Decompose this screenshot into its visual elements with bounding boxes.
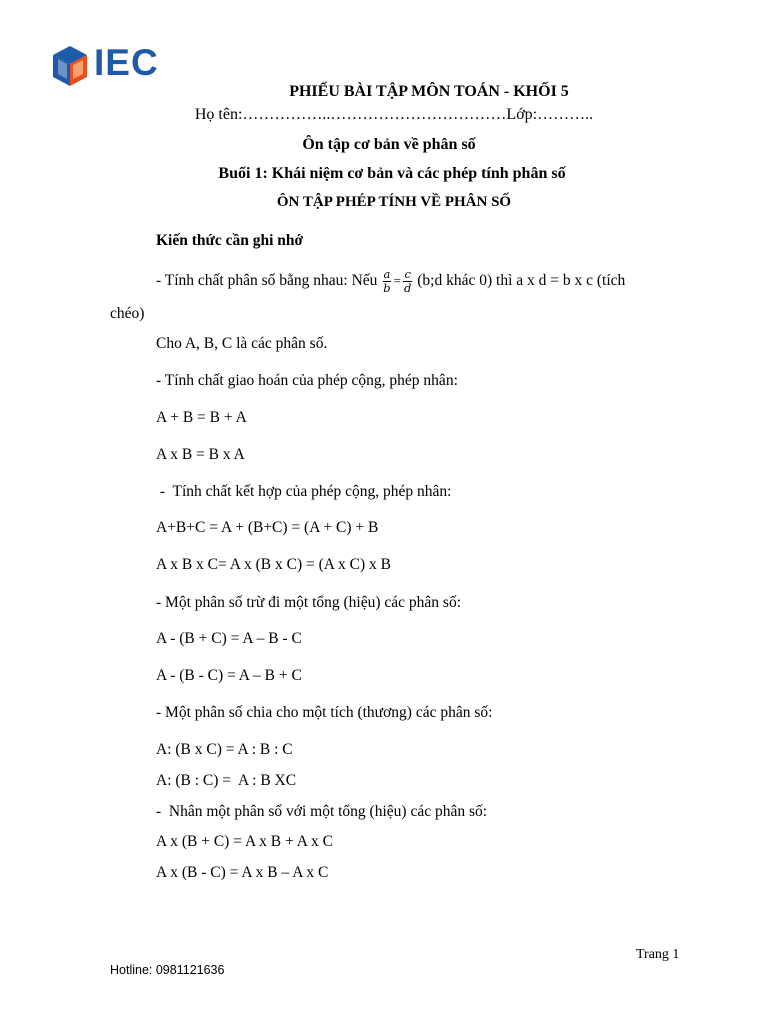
formula-line: A: (B x C) = A : B : C	[156, 741, 293, 758]
formula-line: A: (B : C) = A : B XC	[156, 772, 297, 789]
formula-line: A+B+C = A + (B+C) = (A + C) + B	[156, 519, 379, 536]
cube-logo-icon	[50, 44, 90, 88]
iec-logo	[50, 44, 168, 88]
hotline: Hotline: 0981121636	[110, 963, 225, 977]
name-class-line: Họ tên:……………..……………………………Lớp:………..	[194, 106, 594, 123]
text-line: - Tính chất kết hợp của phép cộng, phép nhân:	[156, 483, 452, 500]
prop1-before: - Tính chất phân số bằng nhau: Nếu	[156, 272, 378, 290]
logo-brand-text: IEC	[94, 42, 159, 83]
session-title: Buổi 1: Khái niệm cơ bản và các phép tính phân số	[218, 165, 566, 182]
formula-line: A - (B - C) = A – B + C	[156, 667, 302, 684]
fraction-numerator: a	[383, 267, 391, 281]
formula-line: A x (B + C) = A x B + A x C	[156, 833, 333, 850]
text-line: - Tính chất giao hoán của phép cộng, phép nhân:	[156, 372, 458, 389]
formula-line: A + B = B + A	[156, 409, 247, 426]
subtitle: Ôn tập cơ bản về phân số	[302, 136, 476, 153]
fraction-a-b	[382, 268, 391, 295]
fraction-c-d	[403, 268, 412, 295]
fraction-denominator: d	[404, 281, 412, 295]
text-line: Cho A, B, C là các phân số.	[156, 335, 328, 352]
page-number: Trang 1	[636, 947, 680, 962]
formula-line: A x B = B x A	[156, 446, 245, 463]
fraction-denominator: b	[383, 281, 391, 295]
fraction-numerator: c	[404, 267, 411, 281]
text-line: - Một phân số trừ đi một tổng (hiệu) các phân số:	[156, 594, 461, 611]
text-line: - Nhân một phân số với một tổng (hiệu) các phân số:	[156, 803, 488, 820]
page-title: PHIẾU BÀI TẬP MÔN TOÁN - KHỐI 5	[289, 83, 569, 100]
prop1-after: (b;d khác 0) thì a x d = b x c (tích	[417, 272, 626, 290]
equal-fraction-property	[156, 268, 625, 295]
equals-sign: =	[393, 273, 401, 289]
section-title: ÔN TẬP PHÉP TÍNH VỀ PHÂN SỐ	[276, 194, 512, 210]
formula-line: A - (B + C) = A – B - C	[156, 630, 302, 647]
knowledge-heading: Kiến thức cần ghi nhớ	[156, 232, 304, 249]
prop1-continuation: chéo)	[110, 305, 145, 322]
formula-line: A x (B - C) = A x B – A x C	[156, 864, 329, 881]
text-line: - Một phân số chia cho một tích (thương) các phân số:	[156, 704, 493, 721]
formula-line: A x B x C= A x (B x C) = (A x C) x B	[156, 556, 391, 573]
